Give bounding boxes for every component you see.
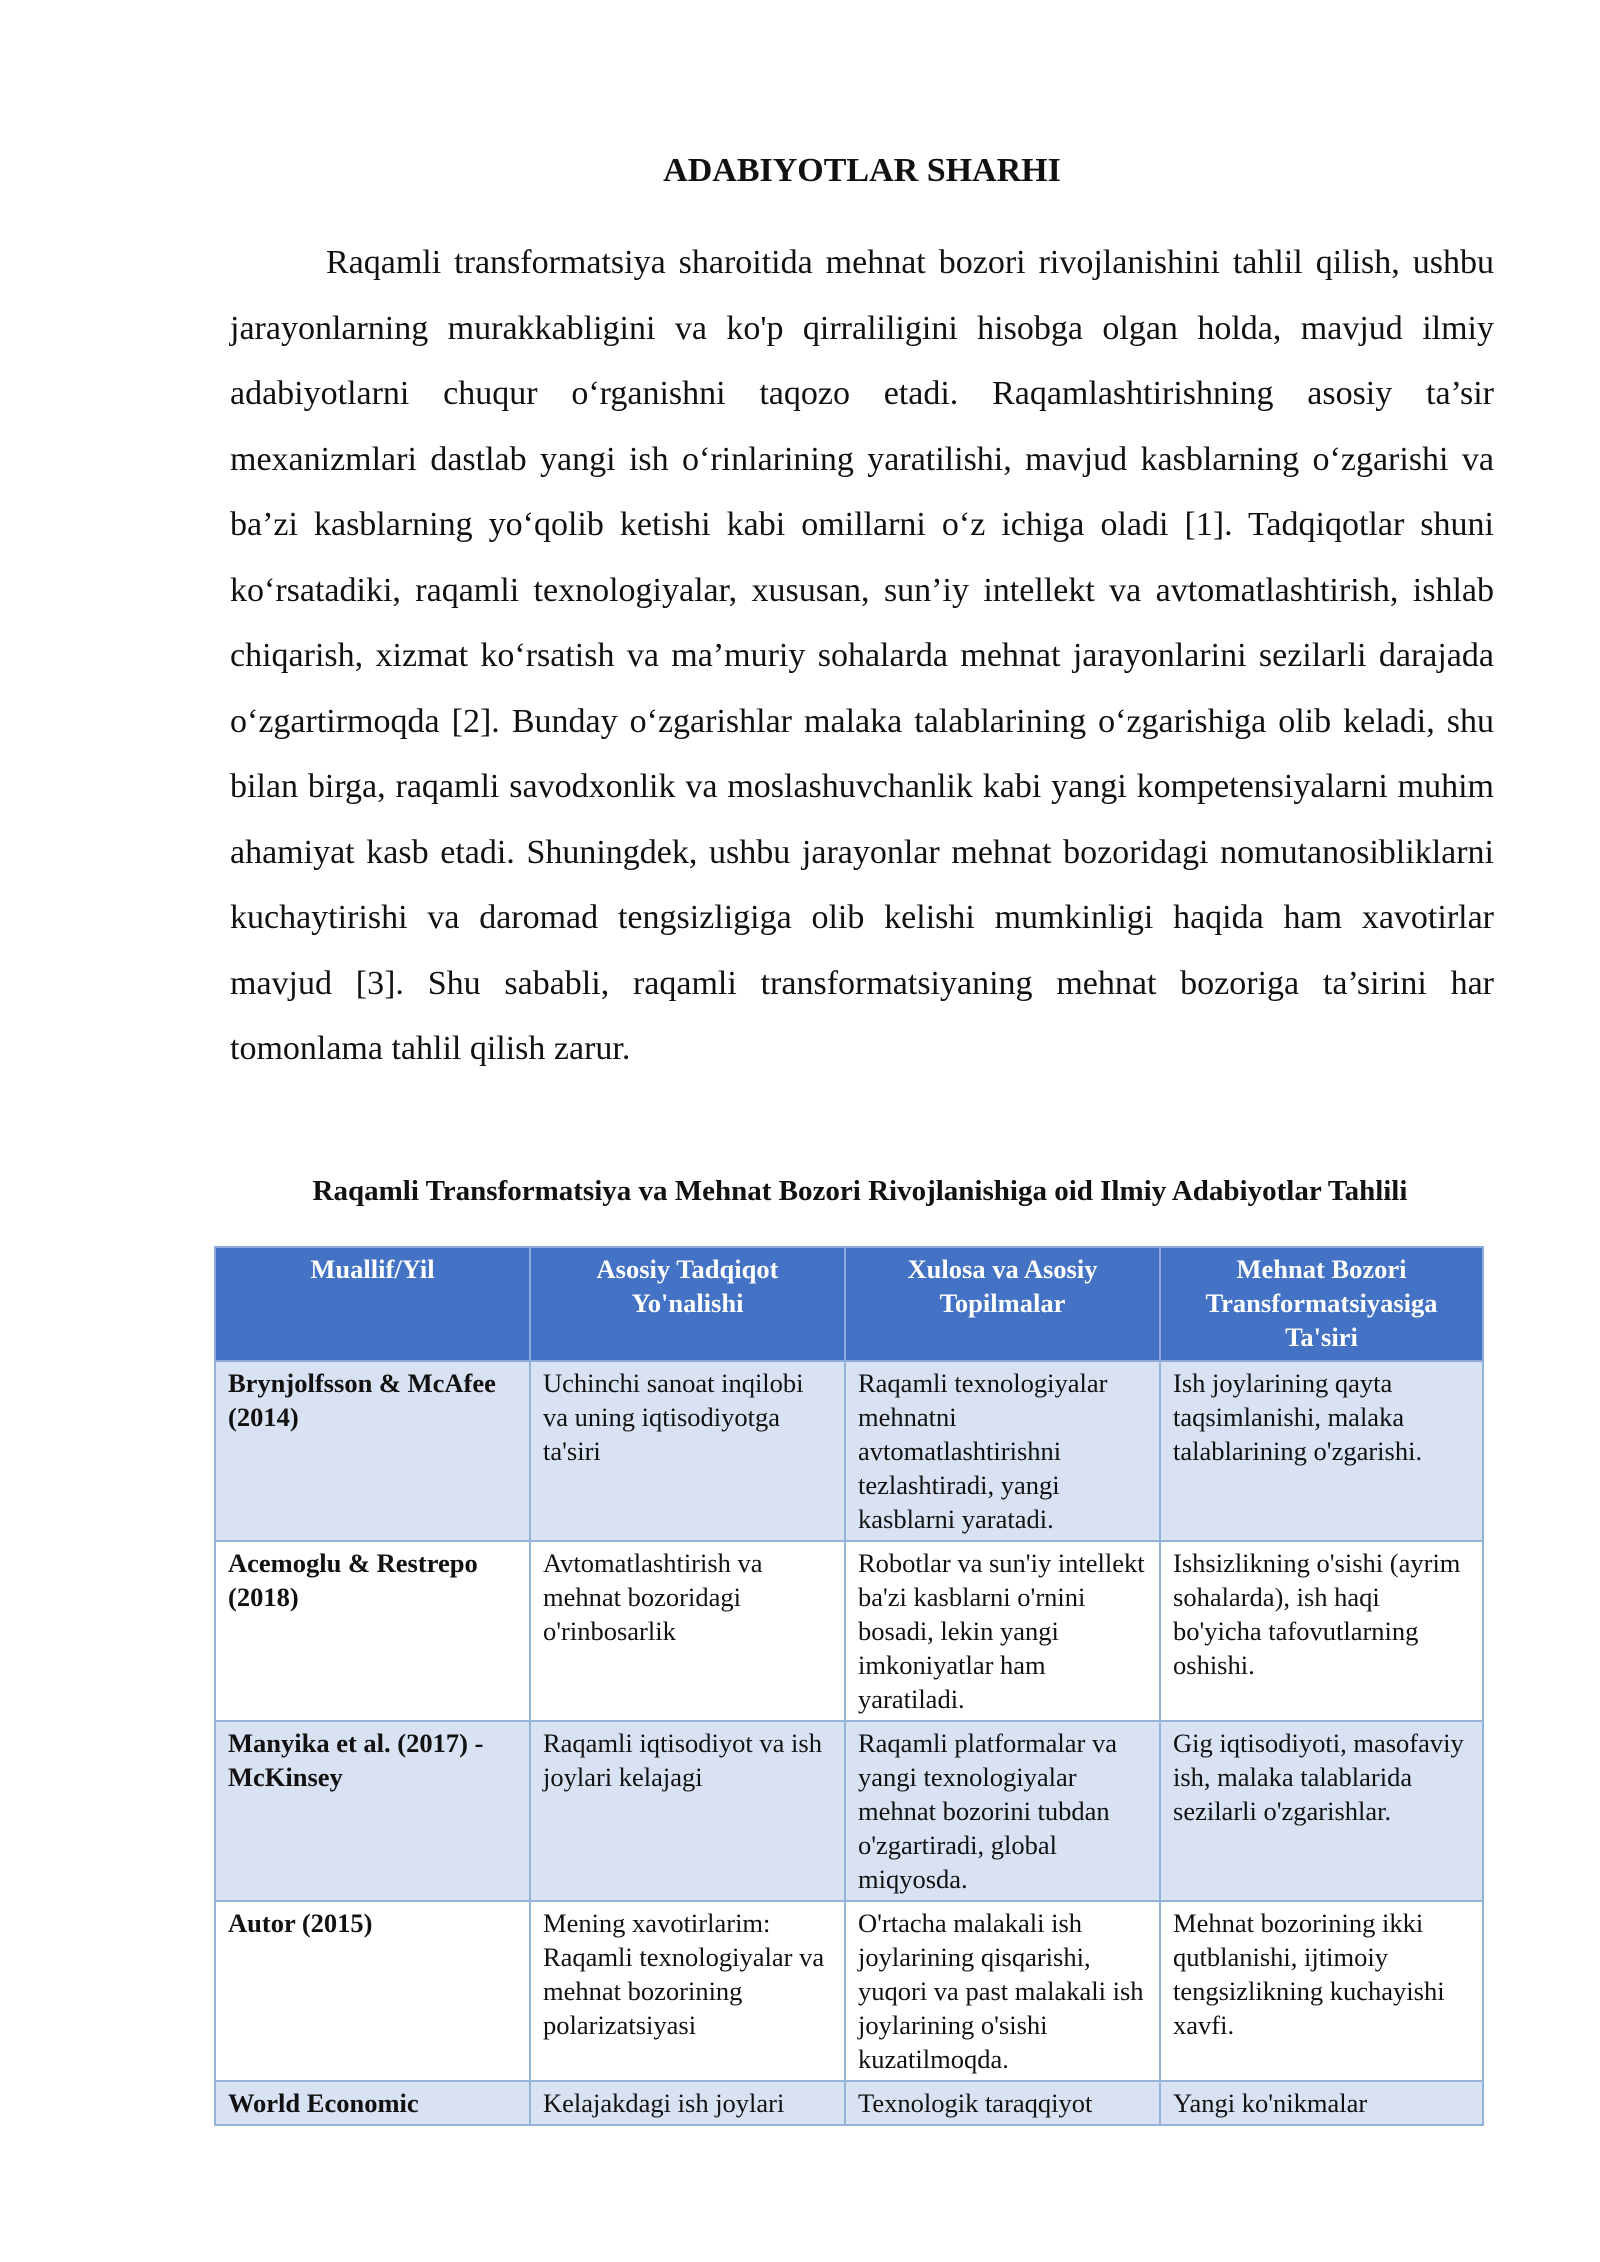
cell-impact: Ish joylarining qayta taqsimlanishi, malaka talablarining o'zgarishi. — [1160, 1361, 1483, 1541]
body-paragraph: Raqamli transformatsiya sharoitida mehnat bozori rivojlanishini tahlil qilish, ushbu jarayonlarning murakkabligini va ko'p qirraliligini hisobga olgan holda, mavjud ilmiy adabiyotlarni chuqur o‘rganishni taqozo etadi. Raqamlashtirishning asosiy ta’sir mexanizmlari dastlab yangi ish o‘rinlarining yaratilishi, mavjud kasblarning o‘zgarishi va ba’zi kasblarning yo‘qolib ketishi kabi omillarni o‘z ichiga oladi [1]. Tadqiqotlar shuni ko‘rsatadiki, raqamli texnologiyalar, xususan, sun’iy intellekt va avtomatlashtirish, ishlab chiqarish, xizmat ko‘rsatish va ma’muriy sohalarda mehnat jarayonlarini sezilarli darajada o‘zgartirmoqda [2]. Bunday o‘zgarishlar malaka talablarining o‘zgarishiga olib keladi, shu bilan birga, raqamli savodxonlik va moslashuvchanlik kabi yangi kompetensiyalarni muhim ahamiyat kasb etadi. Shuningdek, ushbu jarayonlar mehnat bozoridagi nomutanosibliklarni kuchaytirishi va daromad tengsizligiga olib kelishi mumkinligi haqida ham xavotirlar mavjud [3]. Shu sababli, raqamli transformatsiyaning mehnat bozoriga ta’sirini har tomonlama tahlil qilish zarur. — [230, 244, 1494, 1067]
cell-findings: Raqamli platformalar va yangi texnologiyalar mehnat bozorini tubdan o'zgartiradi, global miqyosda. — [845, 1721, 1160, 1901]
cell-direction: Raqamli iqtisodiyot va ish joylari kelajagi — [530, 1721, 845, 1901]
cell-direction: Avtomatlashtirish va mehnat bozoridagi o'rinbosarlik — [530, 1541, 845, 1721]
header-findings: Xulosa va Asosiy Topilmalar — [845, 1247, 1160, 1361]
cell-impact: Ishsizlikning o'sishi (ayrim sohalarda), ish haqi bo'yicha tafovutlarning oshishi. — [1160, 1541, 1483, 1721]
cell-direction: Mening xavotirlarim: Raqamli texnologiyalar va mehnat bozorining polarizatsiyasi — [530, 1901, 845, 2081]
table-row — [215, 1361, 1483, 1541]
literature-table — [214, 1246, 1484, 2126]
cell-findings: Raqamli texnologiyalar mehnatni avtomatlashtirishni tezlashtiradi, yangi kasblarni yaratadi. — [845, 1361, 1160, 1541]
table-row — [215, 1541, 1483, 1721]
cell-direction: Kelajakdagi ish joylari — [530, 2081, 845, 2125]
section-heading: ADABIYOTLAR SHARHI — [663, 152, 1061, 189]
cell-direction: Uchinchi sanoat inqilobi va uning iqtisodiyotga ta'siri — [530, 1361, 845, 1541]
table-row — [215, 1721, 1483, 1901]
cell-impact: Yangi ko'nikmalar — [1160, 2081, 1483, 2125]
header-impact: Mehnat Bozori Transformatsiyasiga Ta'siri — [1160, 1247, 1483, 1361]
cell-impact: Mehnat bozorining ikki qutblanishi, ijtimoiy tengsizlikning kuchayishi xavfi. — [1160, 1901, 1483, 2081]
cell-impact: Gig iqtisodiyoti, masofaviy ish, malaka talablarida sezilarli o'zgarishlar. — [1160, 1721, 1483, 1901]
cell-findings: Texnologik taraqqiyot — [845, 2081, 1160, 2125]
cell-author: Manyika et al. (2017) - McKinsey — [215, 1721, 530, 1901]
header-author: Muallif/Yil — [215, 1247, 530, 1361]
table-header-row — [215, 1247, 1483, 1361]
cell-author: Autor (2015) — [215, 1901, 530, 2081]
cell-author: World Economic — [215, 2081, 530, 2125]
cell-author: Acemoglu & Restrepo (2018) — [215, 1541, 530, 1721]
cell-findings: Robotlar va sun'iy intellekt ba'zi kasblarni o'rnini bosadi, lekin yangi imkoniyatlar ham yaratiladi. — [845, 1541, 1160, 1721]
header-direction: Asosiy Tadqiqot Yo'nalishi — [530, 1247, 845, 1361]
cell-findings: O'rtacha malakali ish joylarining qisqarishi, yuqori va past malakali ish joylarining o'sishi kuzatilmoqda. — [845, 1901, 1160, 2081]
table-caption: Raqamli Transformatsiya va Mehnat Bozori Rivojlanishiga oid Ilmiy Adabiyotlar Tahlili — [312, 1175, 1408, 1207]
table-row — [215, 2081, 1483, 2125]
cell-author: Brynjolfsson & McAfee (2014) — [215, 1361, 530, 1541]
table-row — [215, 1901, 1483, 2081]
